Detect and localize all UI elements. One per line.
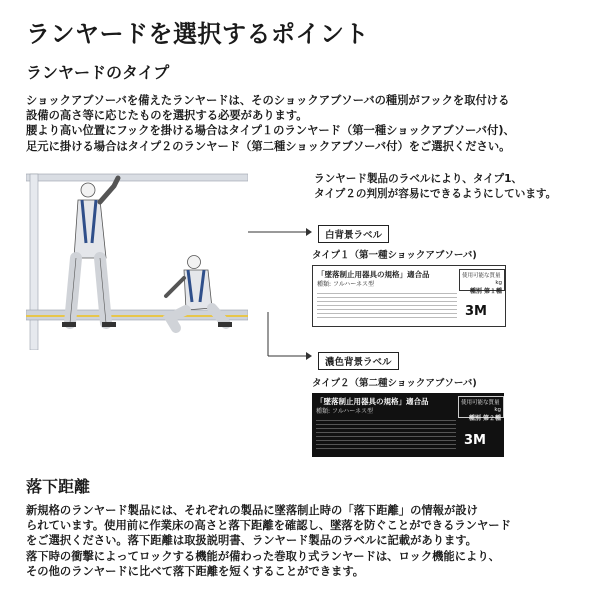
connector-arrows <box>248 222 312 362</box>
paragraph-line: 新規格のランヤード製品には、それぞれの製品に墜落制止時の「落下距離」の情報が設け <box>26 504 478 517</box>
paragraph-line: その他のランヤードに比べて落下距離を短くすることができます。 <box>26 564 365 578</box>
label-title: 「墜落制止用器具の規格」適合品 <box>316 397 429 406</box>
paragraph-line: ショックアブソーバを備えたランヤードは、そのショックアブソーバの種別がフックを取付ける <box>26 94 510 107</box>
usable-weight-label: 使用可能な質量 <box>461 400 500 406</box>
weight-unit: kg <box>494 407 501 413</box>
weight-unit: kg <box>495 280 502 286</box>
description-line: ランヤード製品のラベルにより、タイプ1、 <box>314 173 523 185</box>
lanyard-type-paragraph <box>26 93 586 154</box>
paragraph-line: 足元に掛ける場合はタイプ２のランヤード（第二種ショックアブソーバ付）をご選択ください。 <box>26 139 511 153</box>
section-heading-lanyard-type: ランヤードのタイプ <box>26 63 170 82</box>
label-fine-print <box>317 290 457 320</box>
grade-label: 種別 第１種 <box>469 288 502 295</box>
label-description <box>314 172 556 202</box>
brand-logo: 3M <box>464 433 486 448</box>
label-title: 「墜落制止用器具の規格」適合品 <box>317 270 430 279</box>
paragraph-line: られています。使用前に作業床の高さと落下距離を確認し、墜落を防ぐことができるランヤード <box>26 519 511 533</box>
label-subtitle: 種類: フルハーネス型 <box>316 408 373 415</box>
dark-label-tag: 濃色背景ラベル <box>318 352 399 370</box>
usable-weight-label: 使用可能な質量 <box>462 273 501 279</box>
label-fine-print <box>316 417 456 451</box>
white-label-tag: 白背景ラベル <box>318 225 389 243</box>
type2-label-sample <box>312 393 504 457</box>
workers-illustration <box>26 168 248 350</box>
type2-caption: タイプ２（第二種ショックアブソーバ) <box>312 378 477 389</box>
section-heading-fall-distance: 落下距離 <box>26 477 91 496</box>
paragraph-line: 腰より高い位置にフックを掛ける場合はタイプ１のランヤード（第一種ショックアブソーバ付)、 <box>26 124 515 138</box>
weight-box <box>458 396 504 422</box>
page-title: ランヤードを選択するポイント <box>26 20 369 48</box>
paragraph-line: 設備の高さ等に応じたものを選択する必要があります。 <box>26 109 308 123</box>
paragraph-line: 落下時の衝撃によってロックする機能が備わった巻取り式ランヤードは、ロック機能により、 <box>26 549 500 563</box>
type1-label-sample <box>312 265 506 327</box>
weight-box <box>459 269 505 295</box>
description-line: タイプ２の判別が容易にできるようにしています。 <box>314 188 557 200</box>
brand-logo: 3M <box>465 304 487 319</box>
grade-label: 種別 第２種 <box>468 415 501 422</box>
fall-distance-paragraph <box>26 503 586 579</box>
type1-caption: タイプ１（第一種ショックアブソーバ) <box>312 250 477 261</box>
paragraph-line: をご選択ください。落下距離は取扱説明書、ランヤード製品のラベルに記載があります。 <box>26 534 477 548</box>
label-subtitle: 種類: フルハーネス型 <box>317 281 374 288</box>
